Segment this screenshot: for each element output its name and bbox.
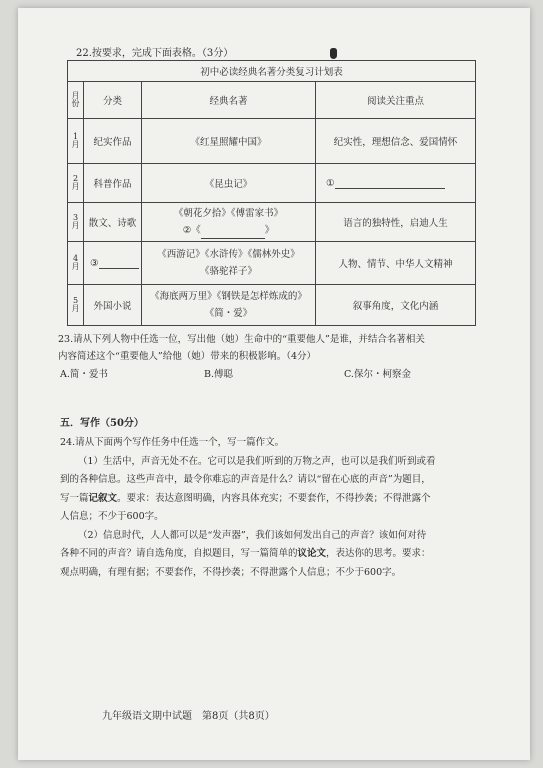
- month-cell: 5 月: [68, 285, 84, 326]
- task-2-line-1: （2）信息时代，人人都可以是“发声器”，我们该如何发出自己的声音？该如何对待: [78, 529, 427, 541]
- header-category: 分类: [84, 82, 142, 119]
- month-cell: 1 月: [68, 119, 84, 164]
- focus-cell: 纪实性，理想信念、爱国情怀: [316, 119, 476, 164]
- section-5-title: 五．写作（50分）: [60, 418, 144, 429]
- task-2-line-2: 各种不同的声音？请自选角度，自拟题目，写一篇简单的议论文，表达你的思考。要求：: [60, 548, 431, 559]
- table-row: [68, 285, 476, 326]
- focus-cell: [316, 164, 476, 203]
- table-row: [68, 164, 476, 203]
- books-cell: 《朝花夕拾》《傅雷家书》 ②《 》: [142, 203, 316, 242]
- answer-blank-2[interactable]: [201, 228, 265, 239]
- task-1-line-2: 到的各种信息。这些声音中，最令你难忘的声音是什么？请以“留在心底的声音”为题目，: [60, 474, 431, 485]
- focus-cell: 叙事角度，文化内涵: [316, 285, 476, 326]
- blank-2-label: ②《: [182, 225, 201, 236]
- question-24-intro: 24.请从下面两个写作任务中任选一个，写一篇作文。: [60, 437, 285, 448]
- question-22-prompt: 22.按要求，完成下面表格。（3分）: [76, 48, 234, 59]
- header-focus: 阅读关注重点: [316, 82, 476, 119]
- category-cell: [84, 242, 142, 285]
- question-23: [58, 331, 498, 384]
- answer-blank-3[interactable]: [99, 258, 139, 269]
- question-23-line-2: 内容简述这个“重要他人”给他（她）带来的积极影响。（4分）: [58, 351, 317, 362]
- table-title: 初中必读经典名著分类复习计划表: [68, 61, 476, 82]
- table-row: [68, 242, 476, 285]
- option-c[interactable]: C.保尔・柯察金: [344, 369, 411, 380]
- question-23-line-1: 23.请从下列人物中任选一位，写出他（她）生命中的“重要他人”是谁，并结合名著相关: [58, 334, 425, 345]
- option-a[interactable]: A.简・爱书: [60, 369, 108, 380]
- category-cell: 纪实作品: [84, 119, 142, 164]
- books-cell: 《昆虫记》: [142, 164, 316, 203]
- month-cell: 4 月: [68, 242, 84, 285]
- focus-cell: 语言的独特性，启迪人生: [316, 203, 476, 242]
- task-1-line-1: （1）生活中，声音无处不在。它可以是我们听到的万物之声，也可以是我们听到或看: [78, 455, 436, 467]
- blank-3-label: ③: [90, 257, 99, 269]
- reading-plan-table: [67, 60, 476, 326]
- option-b[interactable]: B.傅聪: [204, 369, 234, 380]
- books-cell: 《红星照耀中国》: [142, 119, 316, 164]
- question-24: [60, 434, 480, 582]
- task-2-line-3: 观点明确，有理有据；不要套作，不得抄袭；不得泄露个人信息；不少于600字。: [60, 566, 402, 578]
- blank-1-label: ①: [326, 177, 335, 189]
- category-cell: 散文、诗歌: [84, 203, 142, 242]
- books-cell: 《西游记》《水浒传》《儒林外史》 《骆驼祥子》: [142, 242, 316, 285]
- table-row: [68, 203, 476, 242]
- category-cell: 外国小说: [84, 285, 142, 326]
- month-cell: 2 月: [68, 164, 84, 203]
- header-month: 月 份: [68, 82, 84, 119]
- header-books: 经典名著: [142, 82, 316, 119]
- answer-blank-1[interactable]: [335, 178, 445, 189]
- focus-cell: 人物、情节、中华人文精神: [316, 242, 476, 285]
- question-23-options: [58, 366, 498, 384]
- task-1-line-4: 人信息；不少于600字。: [60, 511, 164, 522]
- task-1-line-3: 写一篇记叙文。要求：表达意图明确，内容具体充实；不要套作，不得抄袭；不得泄露个: [60, 492, 431, 504]
- table-row: [68, 119, 476, 164]
- page-footer: 九年级语文期中试题 第8页（共8页）: [102, 711, 275, 722]
- category-cell: 科普作品: [84, 164, 142, 203]
- month-cell: 3 月: [68, 203, 84, 242]
- books-cell: 《海底两万里》《钢铁是怎样炼成的》 《简・爱》: [142, 285, 316, 326]
- ink-mark: [330, 48, 337, 59]
